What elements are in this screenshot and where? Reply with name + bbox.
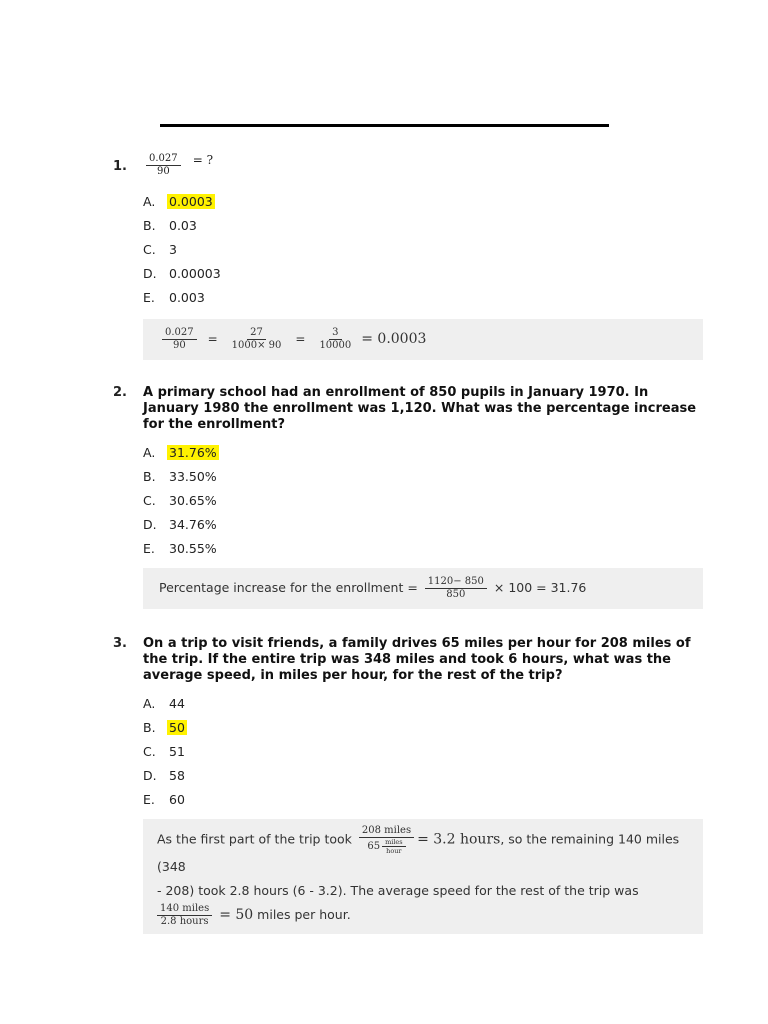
option-c[interactable]: C. 30.65% <box>143 492 217 508</box>
option-e[interactable]: E. 60 <box>143 791 185 807</box>
solution-box: Percentage increase for the enrollment = $\frac{1120- 850}{850}$ × 100 = 31.76 <box>143 568 703 609</box>
question-text: On a trip to visit friends, a family drives 65 miles per hour for 208 miles of the trip. If the entire trip was 348 miles and took 6 hours, what was the average speed, in miles per hour, for the rest of the trip? <box>143 636 691 683</box>
question-stem: $\frac{0.027}{90}$ = ? <box>143 153 703 189</box>
option-c[interactable]: C. 51 <box>143 743 185 759</box>
question-number: 1. <box>113 159 127 174</box>
option-e[interactable]: E. 0.003 <box>143 289 205 305</box>
options-list <box>143 691 703 811</box>
options-list <box>143 440 703 560</box>
option-c[interactable]: C. 3 <box>143 241 177 257</box>
options-list <box>143 189 703 309</box>
title-rule <box>160 124 609 127</box>
option-d[interactable]: D. 58 <box>143 767 185 783</box>
question-text: A primary school had an enrollment of 850 pupils in January 1970. In January 1980 the enrollment was 1,120. What was the percentage increase for the enrollment? <box>143 385 697 432</box>
answer-highlight: 0.0003 <box>169 193 213 209</box>
option-b[interactable]: B. 0.03 <box>143 217 197 233</box>
option-b[interactable]: B. 50 <box>143 719 185 735</box>
question-number: 3. <box>113 636 127 651</box>
stem-fraction: $\frac{0.027}{90}$ <box>146 153 181 178</box>
option-b[interactable]: B. 33.50% <box>143 468 217 484</box>
option-a[interactable]: A. 31.76% <box>143 444 217 460</box>
option-e[interactable]: E. 30.55% <box>143 540 217 556</box>
option-d[interactable]: D. 0.00003 <box>143 265 221 281</box>
option-d[interactable]: D. 34.76% <box>143 516 217 532</box>
solution-result: = 0.0003 <box>361 331 427 347</box>
answer-highlight: 31.76% <box>169 444 217 460</box>
answer-highlight: 50 <box>169 719 185 735</box>
question-number: 2. <box>113 385 127 400</box>
solution-box: As the first part of the trip took 208 miles 65 $\frac{\text{miles}}{\text{hour}}$ = 3.2 hours, so the remaining 140 miles (348 - 208) took 2.8 hours (6 - 3.2). The average speed for the rest of the trip was $\frac{\text{140 miles}}{\text{2.8 hours}}$ = 50 miles per hour. <box>143 819 703 934</box>
question-1 <box>113 153 703 360</box>
option-a[interactable]: A. 0.0003 <box>143 193 213 209</box>
option-a[interactable]: A. 44 <box>143 695 185 711</box>
solution-box: $\frac{0.027}{90}$ = $\frac{27}{1000\times 90}$ = $\frac{3}{10000}$ = 0.0003 <box>143 319 703 360</box>
question-2 <box>113 385 703 609</box>
question-3 <box>113 636 703 934</box>
